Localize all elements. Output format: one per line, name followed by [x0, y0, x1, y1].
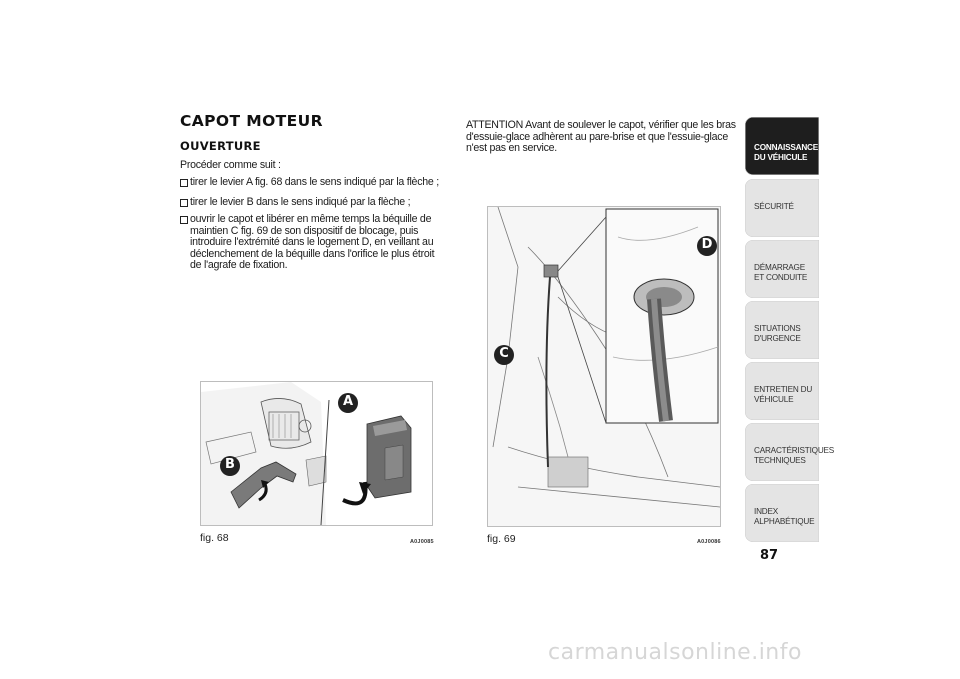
step-item [180, 177, 442, 189]
step-item [180, 214, 442, 272]
checkbox-bullet-icon [180, 199, 188, 207]
figure-68 [200, 381, 433, 526]
tab-label: CARACTÉRISTIQUES TECHNIQUES [754, 446, 835, 465]
label-a: A [342, 394, 354, 409]
step-text: tirer le levier B dans le sens indiqué par la flèche ; [190, 195, 411, 208]
tab-label: SITUATIONS D'URGENCE [754, 324, 801, 343]
page-number: 87 [760, 548, 779, 563]
intro-text: Procéder comme suit : [180, 159, 281, 171]
section-title: CAPOT MOTEUR [180, 112, 323, 130]
tab-caracteristiques-techniques[interactable] [745, 423, 835, 481]
tab-label: DÉMARRAGE ET CONDUITE [754, 263, 808, 282]
figure-69-caption: fig. 69 [487, 533, 516, 545]
label-c: C [499, 346, 509, 361]
step-text: tirer le levier A fig. 68 dans le sens indiqué par la flèche ; [190, 176, 439, 188]
hood-lever-illustration [201, 382, 432, 525]
steps-list [180, 177, 442, 280]
tab-securite[interactable] [745, 179, 819, 237]
hood-prop-rod-illustration [488, 207, 720, 526]
figure-69-code: A0J0086 [697, 539, 721, 545]
attention-note: ATTENTION Avant de soulever le capot, vérifier que les bras d'essuie-glace adhèrent au pare-brise et que l'essuie-glace n'est pas en service. [466, 119, 736, 154]
step-text: ouvrir le capot et libérer en même temps la béquille de maintien C fig. 69 de son dispositif de blocage, puis introduire l'extrémité dans le logement D, en veillant au déclenchement de la béquille dans l'orifice le plus étroit de l'agrafe de fixation. [190, 213, 435, 271]
tab-situations-urgence[interactable] [745, 301, 819, 359]
section-subtitle: OUVERTURE [180, 139, 261, 153]
watermark: carmanualsonline.info [548, 640, 802, 665]
tab-label: INDEX ALPHABÉTIQUE [754, 507, 815, 526]
tab-entretien-vehicule[interactable] [745, 362, 819, 420]
tab-label: SÉCURITÉ [754, 202, 794, 211]
tab-demarrage-conduite[interactable] [745, 240, 819, 298]
tab-label: ENTRETIEN DU VÉHICULE [754, 385, 813, 404]
figure-68-caption: fig. 68 [200, 532, 229, 544]
tab-index-alphabetique[interactable] [745, 484, 819, 542]
checkbox-bullet-icon [180, 216, 188, 224]
figure-68-code: A0J0085 [410, 539, 434, 545]
label-d: D [701, 237, 713, 252]
tab-connaissance-vehicule[interactable] [745, 117, 819, 175]
checkbox-bullet-icon [180, 179, 188, 187]
tab-label: CONNAISSANCE DU VÉHICULE [754, 143, 819, 162]
figure-69 [487, 206, 721, 527]
label-b: B [225, 457, 235, 472]
step-item [180, 197, 442, 209]
